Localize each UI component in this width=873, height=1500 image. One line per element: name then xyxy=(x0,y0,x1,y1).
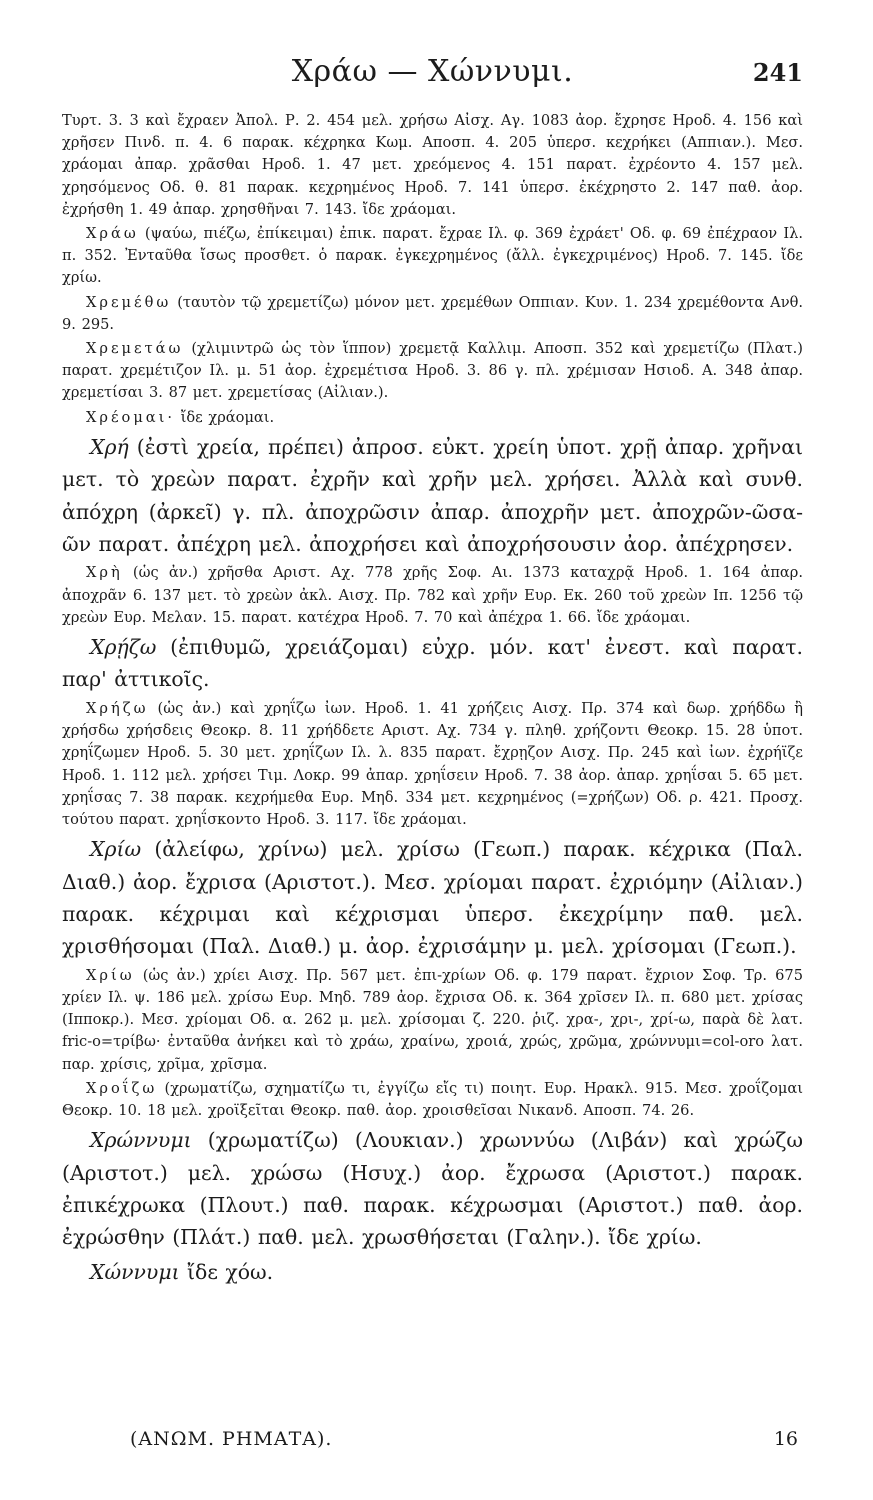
entry-headword: Χρῄζω xyxy=(90,635,157,660)
entry-text: Τυρτ. 3. 3 καὶ ἔχραεν Ἀπολ. Ρ. 2. 454 μελ. χρήσω Αἰσχ. Αγ. 1083 ἀορ. ἔχρησε Ηροδ. 4. 156 καὶ χρῆσεν Πινδ. π. 4. 6 παρακ. κέχρηκα Κωμ. Αποσπ. 4. 205 ὑπερσ. κεχρήκει (Αππιαν.). Μεσ. χράομαι ἀπαρ. χρᾶσθαι Ηροδ. 1. 47 μετ. χρεόμενος 4. 151 παρατ. ἐχρέοντο 4. 157 μελ. χρησόμενος Οδ. θ. 81 παρακ. κεχρημένος Ηροδ. 7. 141 ὑπερσ. ἐκέχρηστο 2. 147 παθ. ἀορ. ἐχρήσθη 1. 49 ἀπαρ. χρησθῆναι 7. 143. ἴδε χράομαι. xyxy=(62,112,803,218)
entry-text: (ταυτὸν τῷ χρεμετίζω) μόνον μετ. χρεμέθων Οππιαν. Κυν. 1. 234 χρεμέθοντα Ανθ. 9. 295. xyxy=(62,293,803,333)
signature-mark: (ΑΝΩΜ. ΡΗΜΑΤΑ). xyxy=(130,1428,333,1450)
entry-headword: Χρή xyxy=(90,434,129,459)
entry-text: (ὡς ἀν.) χρῆσθα Αριστ. Αχ. 778 χρῆς Σοφ. Αι. 1373 καταχρᾷ Ηροδ. 1. 164 ἀπαρ. ἀποχρᾶν 6. 137 μετ. τὸ χρεὼν ἀκλ. Αισχ. Πρ. 782 καὶ χρῆν Ευρ. Εκ. 260 τοῦ χρεὼν Ιπ. 1256 τῷ χρεὼν Ευρ. Μελαν. 15. παρατ. κατέχρα Ηροδ. 7. 70 καὶ ἀπέχρα 1. 66. ἴδε χράομαι. xyxy=(62,564,803,626)
dictionary-entry xyxy=(62,431,803,561)
page-header xyxy=(62,48,803,98)
dictionary-entry xyxy=(62,1124,803,1254)
dictionary-entry xyxy=(62,562,803,629)
dictionary-entries xyxy=(62,110,803,1288)
entry-headword: Χρεμετάω xyxy=(86,340,184,358)
dictionary-entry xyxy=(62,110,803,221)
entry-text: (ἀλείφω, χρίνω) μελ. χρίσω (Γεωπ.) παρακ. κέχρικα (Παλ. Διαθ.) ἀορ. ἔχρισα (Αριστοτ.). Μεσ. χρίομαι παρατ. ἐχριόμην (Αἰλιαν.) παρακ. κέχριμαι καὶ κέχρισμαι ὑπερσ. ἐκεχρίμην παθ. μελ. χρισθήσομαι (Παλ. Διαθ.) μ. ἀορ. ἐχρισάμην μ. μελ. χρίσομαι (Γεωπ.). xyxy=(62,837,803,959)
entry-headword: Χράω xyxy=(86,225,139,243)
dictionary-entry xyxy=(62,223,803,290)
entry-headword: Χρίω xyxy=(86,966,135,984)
entry-text: (χλιμιντρῶ ὡς τὸν ἵππον) χρεμετᾷ Καλλιμ. Αποσπ. 352 καὶ χρεμετίζω (Πλατ.) παρατ. χρεμέτιζον Ιλ. μ. 51 ἀορ. ἐχρεμέτισα Ηροδ. 3. 86 γ. πλ. χρέμισαν Ησιοδ. Α. 348 ἀπαρ. χρεμετίσαι 3. 87 μετ. χρεμετίσας (Αἰλιαν.). xyxy=(62,340,803,402)
entry-headword: Χρήζω xyxy=(86,699,149,717)
sheet-number: 16 xyxy=(773,1428,798,1450)
page-footer xyxy=(130,1428,798,1458)
entry-text: ἴδε χόω. xyxy=(179,1259,274,1284)
entry-text: (ἐστὶ χρεία, πρέπει) ἀπροσ. εὐκτ. χρείη ὑποτ. χρῇ ἀπαρ. χρῆναι μετ. τὸ χρεὼν παρατ. ἐχρῆν καὶ χρῆν μελ. χρήσει. Ἀλλὰ καὶ συνθ. ἀπόχρη (ἀρκεῖ) γ. πλ. ἀποχρῶσιν ἀπαρ. ἀποχρῆν μετ. ἀποχρῶν-ῶσα-ῶν παρατ. ἀπέχρη μελ. ἀποχρήσει καὶ ἀποχρήσουσιν ἀορ. ἀπέχρησεν. xyxy=(62,434,803,557)
dictionary-entry xyxy=(62,292,803,336)
entry-headword: Χρώννυμι xyxy=(90,1128,192,1153)
entry-headword: Χρεμέθω xyxy=(86,293,172,311)
dictionary-entry xyxy=(62,407,803,429)
page-number: 241 xyxy=(752,58,803,87)
dictionary-entry xyxy=(62,1078,803,1122)
entry-headword: Χρίω xyxy=(90,837,142,862)
dictionary-entry xyxy=(62,1256,803,1288)
entry-headword: Χώννυμι xyxy=(90,1259,180,1284)
entry-text: (ὡς ἀν.) καὶ χρηΐζω ἰων. Ηροδ. 1. 41 χρήζεις Αισχ. Πρ. 374 καὶ δωρ. χρήδδω ἢ χρήσδω χρήσδεις Θεοκρ. 8. 11 χρήδδετε Αριστ. Αχ. 734 γ. πληθ. χρήζοντι Θεοκρ. 15. 28 ὑποτ. χρηΐζωμεν Ηροδ. 5. 30 μετ. χρηΐζων Ιλ. λ. 835 παρατ. ἔχρῃζον Αισχ. Πρ. 245 καὶ ἰων. ἐχρήϊζε Ηροδ. 1. 112 μελ. χρήσει Τιμ. Λοκρ. 99 ἀπαρ. χρηΐσειν Ηροδ. 7. 38 ἀορ. ἀπαρ. χρηΐσαι 5. 65 μετ. χρηΐσας 7. 38 παρακ. κεχρήμεθα Ευρ. Μηδ. 334 μετ. κεχρημένος (=χρήζων) Οδ. ρ. 421. Προσχ. τούτου παρατ. χρηΐσκοντο Ηροδ. 3. 117. ἴδε χράομαι. xyxy=(62,699,803,828)
dictionary-entry xyxy=(62,965,803,1076)
running-title: Χράω — Χώννυμι. xyxy=(291,54,574,89)
dictionary-entry xyxy=(62,631,803,696)
entry-text: ἴδε χράομαι. xyxy=(175,408,275,426)
entry-text: (ἐπιθυμῶ, χρειάζομαι) εὐχρ. μόν. κατ' ἐνεστ. καὶ παρατ. παρ' ἀττικοῖς. xyxy=(62,635,803,692)
entry-text: (ψαύω, πιέζω, ἐπίκειμαι) ἐπικ. παρατ. ἔχραε Ιλ. φ. 369 ἐχράετ' Οδ. φ. 69 ἐπέχραον Ιλ. π. 352. Ἐνταῦθα ἴσως προσθετ. ὁ παρακ. ἐγκεχρημένος (ἄλλ. ἐγκεχριμένος) Ηροδ. 7. 145. ἴδε χρίω. xyxy=(62,225,803,287)
entry-text: (χρωματίζω) (Λουκιαν.) χρωννύω (Λιβάν) καὶ χρώζω (Αριστοτ.) μελ. χρώσω (Ησυχ.) ἀορ. ἔχρωσα (Αριστοτ.) παρακ. ἐπικέχρωκα (Πλουτ.) παθ. παρακ. κέχρωσμαι (Αριστοτ.) παθ. ἀορ. ἐχρώσθην (Πλάτ.) παθ. μελ. χρωσθήσεται (Γαλην.). ἴδε χρίω. xyxy=(62,1128,803,1250)
entry-text: (χρωματίζω, σχηματίζω τι, ἐγγίζω εἴς τι) ποιητ. Ευρ. Ηρακλ. 915. Μεσ. χροΐζομαι Θεοκρ. 10. 18 μελ. χροϊξεῖται Θεοκρ. παθ. ἀορ. χροισθεῖσαι Νικανδ. Αποσπ. 74. 26. xyxy=(62,1079,803,1119)
entry-headword: Χρὴ xyxy=(86,564,123,582)
dictionary-entry xyxy=(62,833,803,963)
entry-headword: Χροΐζω xyxy=(86,1079,158,1097)
dictionary-entry xyxy=(62,338,803,405)
entry-text: (ὡς ἀν.) χρίει Αισχ. Πρ. 567 μετ. ἐπι-χρίων Οδ. φ. 179 παρατ. ἔχριον Σοφ. Τρ. 675 χρίεν Ιλ. ψ. 186 μελ. χρίσω Ευρ. Μηδ. 789 ἀορ. ἔχρισα Οδ. κ. 364 χρῖσεν Ιλ. π. 680 μετ. χρίσας (Ιπποκρ.). Μεσ. χρίομαι Οδ. α. 262 μ. μελ. χρίσομαι ζ. 220. ῥιζ. χρα-, χρι-, χρί-ω, παρὰ δὲ λατ. fric-o=τρίβω· ἐνταῦθα ἀνήκει καὶ τὸ χράω, χραίνω, χροιά, χρώς, χρῶμα, χρώννυμι=col-oro λατ. παρ. χρίσις, χρῖμα, χρῖσμα. xyxy=(62,966,803,1073)
dictionary-entry xyxy=(62,698,803,831)
entry-headword: Χρέομαι· xyxy=(86,408,176,426)
